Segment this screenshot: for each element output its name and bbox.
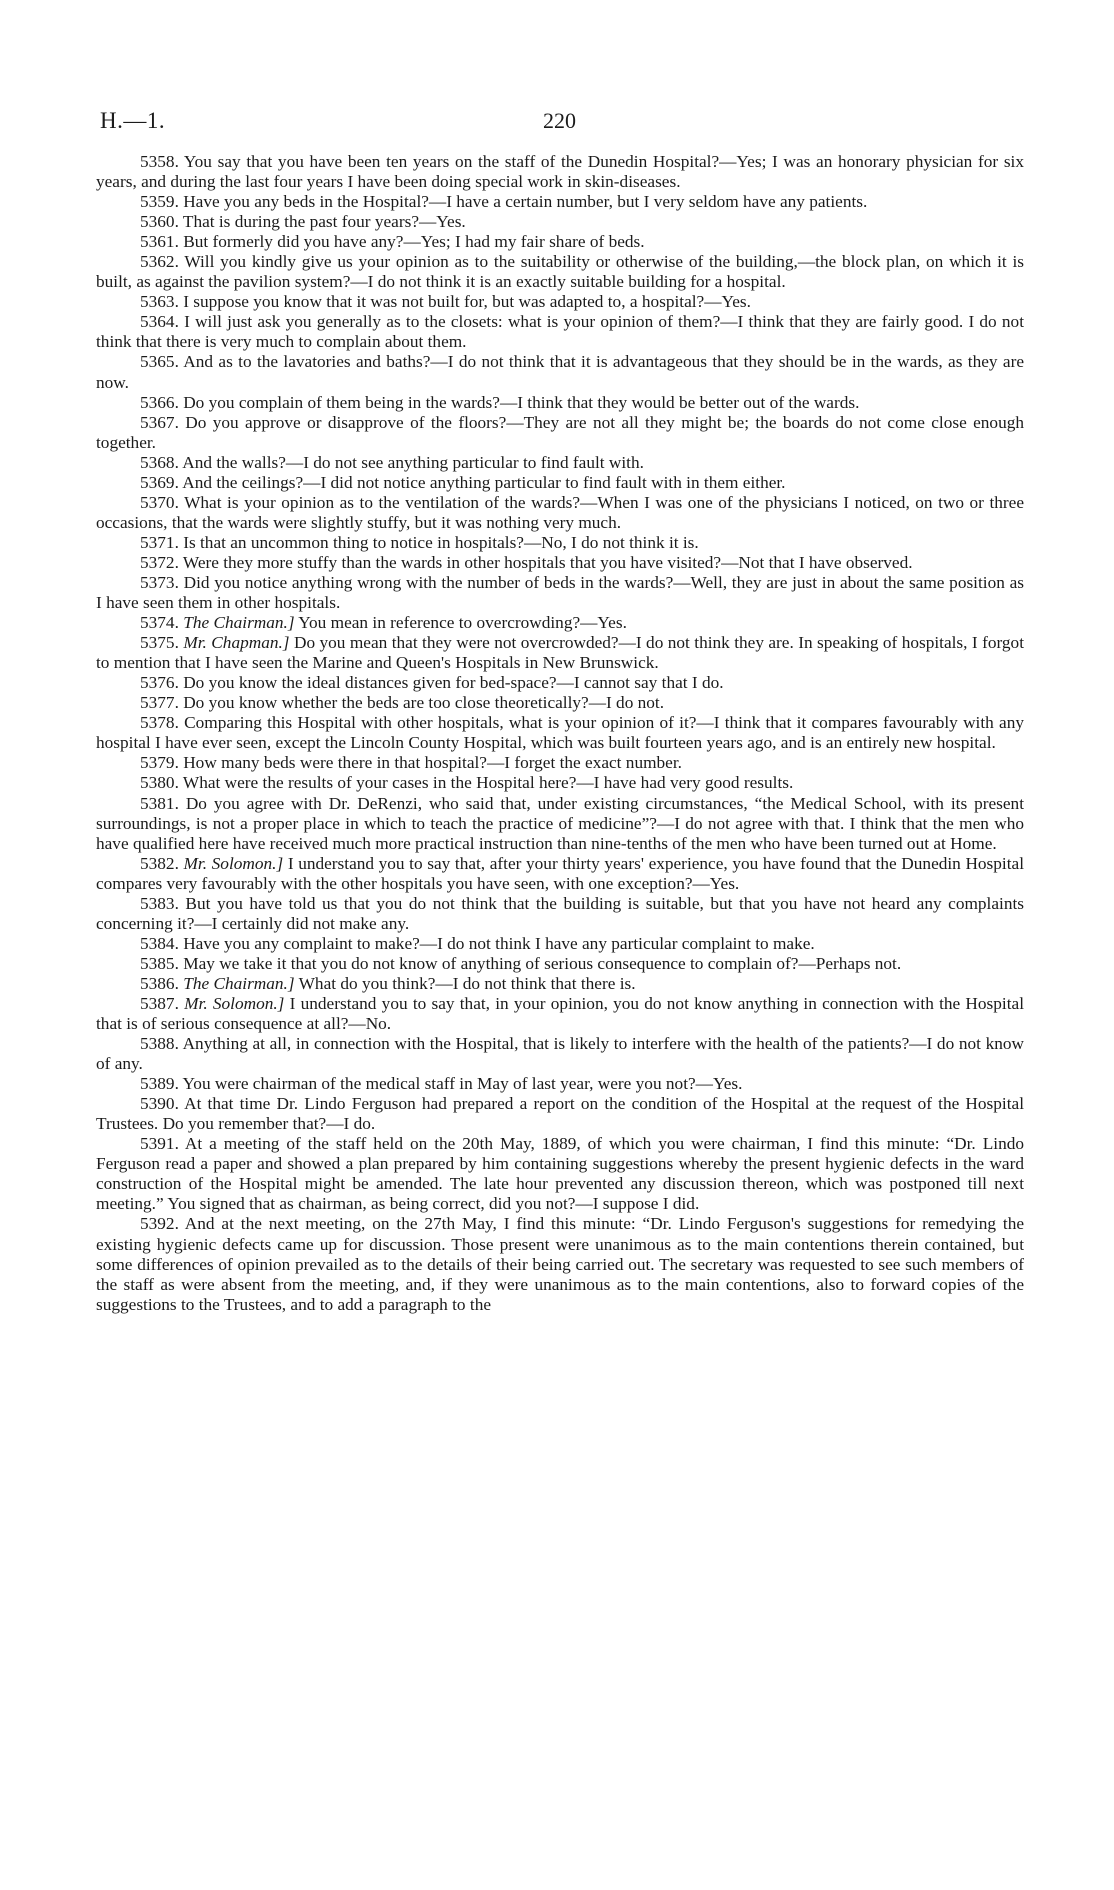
question-text: You mean in reference to overcrowding?—Yes. — [298, 613, 627, 633]
question-text: 5385. May we take it that you do not know of anything of serious consequence to complain of?—Perhaps not. — [140, 953, 902, 973]
speaker-label: The Chairman.] — [183, 613, 295, 633]
question-paragraph — [96, 192, 1024, 212]
question-text: 5361. But formerly did you have any?—Yes; I had my fair share of beds. — [140, 232, 645, 252]
question-number: 5375. — [140, 633, 179, 653]
question-paragraph — [96, 232, 1024, 252]
question-text: 5359. Have you any beds in the Hospital?—I have a certain number, but I very seldom have any patients. — [140, 192, 868, 212]
speaker-label: The Chairman.] — [183, 973, 295, 993]
question-paragraph — [96, 553, 1024, 573]
question-text: 5367. Do you approve or disapprove of the floors?—They are not all they might be; the boards do not come close enough together. — [96, 412, 1024, 452]
question-paragraph — [96, 212, 1024, 232]
question-paragraph — [96, 974, 1024, 994]
question-paragraph — [96, 1094, 1024, 1134]
question-text: 5371. Is that an uncommon thing to notice in hospitals?—No, I do not think it is. — [140, 532, 699, 552]
evidence-text — [96, 152, 1024, 1315]
speaker-label: Mr. Solomon.] — [184, 993, 285, 1013]
question-paragraph — [96, 713, 1024, 753]
question-paragraph — [96, 1034, 1024, 1074]
question-text: 5379. How many beds were there in that hospital?—I forget the exact number. — [140, 753, 682, 773]
speaker-label: Mr. Solomon.] — [183, 853, 284, 873]
question-text: I understand you to say that, after your thirty years' experience, you have found that the Dunedin Hospital compares very favourably with the other hospitals you have seen, with one exception?—Yes. — [96, 853, 1024, 893]
document-page — [96, 108, 1024, 1315]
page-header — [96, 108, 1024, 144]
question-text: Do you mean that they were not overcrowded?—I do not think they are. In speaking of hospitals, I forgot to mention that I have seen the Marine and Queen's Hospitals in New Brunswick. — [96, 633, 1025, 673]
question-text: 5364. I will just ask you generally as to the closets: what is your opinion of them?—I think that they are fairly good. I do not think that there is very much to complain about them. — [96, 312, 1024, 352]
question-number: 5382. — [140, 853, 179, 873]
question-text: 5363. I suppose you know that it was not built for, but was adapted to, a hospital?—Yes. — [140, 292, 751, 312]
question-text: 5358. You say that you have been ten years on the staff of the Dunedin Hospital?—Yes; I was an honorary physician for six years, and during the last four years I have been doing special work in skin-diseases. — [96, 152, 1024, 192]
question-text: 5377. Do you know whether the beds are too close theoretically?—I do not. — [140, 693, 665, 713]
question-text: 5383. But you have told us that you do not think that the building is suitable, but that you have not heard any complaints concerning it?—I certainly did not make any. — [96, 893, 1024, 933]
question-paragraph — [96, 1074, 1024, 1094]
question-text: 5366. Do you complain of them being in the wards?—I think that they would be better out of the wards. — [140, 392, 860, 412]
question-paragraph — [96, 673, 1024, 693]
question-text: 5370. What is your opinion as to the ventilation of the wards?—When I was one of the physicians I noticed, on two or three occasions, that the wards were slightly stuffy, but it was nothing very much. — [96, 492, 1024, 532]
question-paragraph — [96, 473, 1024, 493]
question-paragraph — [96, 854, 1024, 894]
question-text: 5391. At a meeting of the staff held on the 20th May, 1889, of which you were chairman, I find this minute: “Dr. Lindo Ferguson read a paper and showed a plan prepared by him containing suggestions whereby the present hygienic defects in the ward construction of the Hospital might be amended. The late hour prevented any discussion thereon, which was postponed till next meeting.” You signed that as chairman, as being correct, did you not?—I suppose I did. — [96, 1134, 1024, 1214]
question-paragraph — [96, 954, 1024, 974]
question-paragraph — [96, 773, 1024, 793]
question-paragraph — [96, 493, 1024, 533]
question-text: 5376. Do you know the ideal distances given for bed-space?—I cannot say that I do. — [140, 673, 724, 693]
question-number: 5374. — [140, 613, 179, 633]
question-text: 5365. And as to the lavatories and baths?—I do not think that it is advantageous that they should be in the wards, as they are now. — [96, 352, 1024, 392]
question-text: 5392. And at the next meeting, on the 27th May, I find this minute: “Dr. Lindo Ferguson's suggestions for remedying the existing hygienic defects came up for discussion. Those present were unanimous as to the main contentions therein contained, but some differences of opinion prevailed as to the details of their being carried out. The secretary was requested to see such members of the staff as were absent from the meeting, and, if they were unanimous as to the main contentions, also to forward copies of the suggestions to the Trustees, and to add a paragraph to the — [96, 1214, 1024, 1314]
question-number: 5387. — [140, 993, 179, 1013]
question-text: 5390. At that time Dr. Lindo Ferguson had prepared a report on the condition of the Hospital at the request of the Hospital Trustees. Do you remember that?—I do. — [96, 1094, 1024, 1134]
question-text: 5388. Anything at all, in connection with the Hospital, that is likely to interfere with the health of the patients?—I do not know of any. — [96, 1034, 1024, 1074]
question-paragraph — [96, 794, 1024, 854]
question-paragraph — [96, 573, 1024, 613]
question-text: 5389. You were chairman of the medical staff in May of last year, were you not?—Yes. — [140, 1074, 743, 1094]
question-paragraph — [96, 292, 1024, 312]
question-paragraph — [96, 312, 1024, 352]
document-reference: H.—1. — [100, 108, 166, 133]
question-paragraph — [96, 994, 1024, 1034]
question-text: 5384. Have you any complaint to make?—I do not think I have any particular complaint to make. — [140, 933, 815, 953]
question-paragraph — [96, 894, 1024, 934]
page-number: 220 — [543, 108, 576, 133]
question-paragraph — [96, 1214, 1024, 1314]
question-text: 5373. Did you notice anything wrong with the number of beds in the wards?—Well, they are just in about the same position as I have seen them in other hospitals. — [96, 572, 1024, 613]
question-text: 5378. Comparing this Hospital with other hospitals, what is your opinion of it?—I think that it compares favourably with any hospital I have ever seen, except the Lincoln County Hospital, which was built fourteen years ago, and is an entirely new hospital. — [96, 713, 1024, 753]
question-paragraph — [96, 352, 1024, 392]
question-text: 5369. And the ceilings?—I did not notice anything particular to find fault with in them either. — [140, 472, 786, 492]
question-text: 5360. That is during the past four years?—Yes. — [140, 212, 466, 232]
question-paragraph — [96, 633, 1024, 673]
question-paragraph — [96, 613, 1024, 633]
speaker-label: Mr. Chapman.] — [183, 633, 290, 653]
question-paragraph — [96, 753, 1024, 773]
question-text: I understand you to say that, in your opinion, you do not know anything in connection with the Hospital that is of serious consequence at all?—No. — [96, 993, 1024, 1034]
question-number: 5386. — [140, 973, 179, 993]
question-text: 5380. What were the results of your cases in the Hospital here?—I have had very good results. — [140, 773, 794, 793]
question-paragraph — [96, 934, 1024, 954]
question-paragraph — [96, 393, 1024, 413]
question-text: 5362. Will you kindly give us your opinion as to the suitability or otherwise of the building,—the block plan, on which it is built, as against the pavilion system?—I do not think it is an exactly suitable building for a hospital. — [96, 252, 1024, 292]
question-text: 5368. And the walls?—I do not see anything particular to find fault with. — [140, 452, 644, 472]
question-text: What do you think?—I do not think that there is. — [298, 973, 636, 993]
question-text: 5381. Do you agree with Dr. DeRenzi, who said that, under existing circumstances, “the Medical School, with its present surroundings, is not a proper place in which to teach the practice of medicine”?—I do not agree with that. I think that the men who have qualified here have received much more practical instruction than nine-tenths of the men who have been turned out at Home. — [96, 793, 1024, 853]
question-paragraph — [96, 1134, 1024, 1214]
question-paragraph — [96, 152, 1024, 192]
question-paragraph — [96, 252, 1024, 292]
question-paragraph — [96, 693, 1024, 713]
question-text: 5372. Were they more stuffy than the wards in other hospitals that you have visited?—Not that I have observed. — [140, 552, 913, 572]
question-paragraph — [96, 413, 1024, 453]
question-paragraph — [96, 533, 1024, 553]
question-paragraph — [96, 453, 1024, 473]
